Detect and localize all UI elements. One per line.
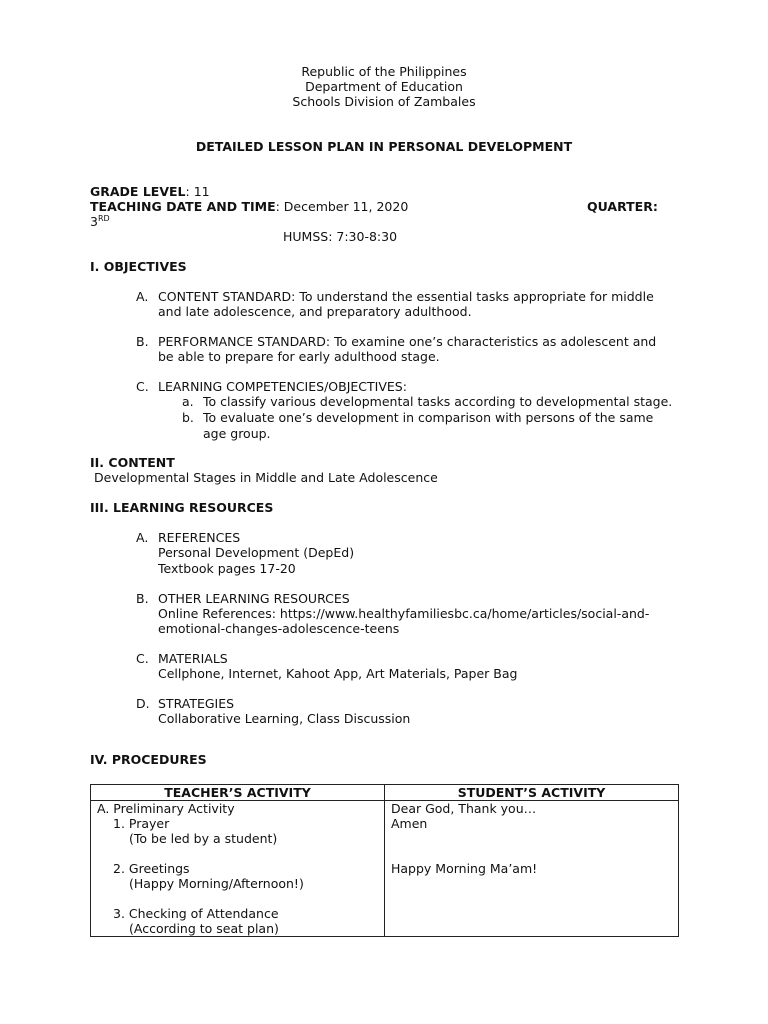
content-standard-line2: and late adolescence, and preparatory adulthood.: [158, 304, 472, 319]
resource-a-marker: A.: [136, 530, 149, 545]
content-text: Developmental Stages in Middle and Late Adolescence: [94, 470, 438, 485]
quarter-label: QUARTER:: [587, 199, 658, 214]
schedule: HUMSS: 7:30-8:30: [283, 229, 398, 244]
quarter-value: [90, 214, 110, 229]
greetings-item: 2. Greetings: [113, 861, 190, 876]
student-activity-header: STUDENT’S ACTIVITY: [385, 785, 679, 801]
student-prayer: Dear God, Thank you…: [391, 801, 537, 816]
greetings-note: (Happy Morning/Afternoon!): [129, 876, 304, 891]
quarter-suffix: RD: [97, 213, 110, 223]
sub-objective-b-line2: age group.: [203, 426, 271, 441]
objective-b-marker: B.: [136, 334, 149, 349]
grade-level: [90, 184, 210, 199]
table-header-row: [91, 785, 679, 801]
header-division: Schools Division of Zambales: [292, 94, 476, 109]
document-title: DETAILED LESSON PLAN IN PERSONAL DEVELOPMENT: [195, 139, 573, 154]
references-title: REFERENCES: [158, 530, 241, 545]
student-activity-cell: [385, 801, 679, 937]
references-line2: Textbook pages 17-20: [158, 561, 296, 576]
content-standard-line1: CONTENT STANDARD: To understand the essential tasks appropriate for middle: [158, 289, 654, 304]
objective-a-marker: A.: [136, 289, 149, 304]
strategies-title: STRATEGIES: [158, 696, 235, 711]
resource-d-marker: D.: [136, 696, 150, 711]
sub-objective-a-marker: a.: [182, 394, 194, 409]
procedures-heading: IV. PROCEDURES: [90, 752, 207, 767]
teaching-date: [90, 199, 408, 214]
materials-title: MATERIALS: [158, 651, 228, 666]
resource-c-marker: C.: [136, 651, 149, 666]
attendance-item: 3. Checking of Attendance: [113, 906, 279, 921]
other-resources-title: OTHER LEARNING RESOURCES: [158, 591, 350, 606]
performance-standard-line2: be able to prepare for early adulthood stage.: [158, 349, 440, 364]
online-references-line2: emotional-changes-adolescence-teens: [158, 621, 400, 636]
header-republic: Republic of the Philippines: [301, 64, 467, 79]
grade-level-label: GRADE LEVEL: [90, 184, 186, 199]
resources-heading: III. LEARNING RESOURCES: [90, 500, 274, 515]
attendance-note: (According to seat plan): [129, 921, 279, 936]
student-amen: Amen: [391, 816, 428, 831]
online-references-line1: Online References: https://www.healthyfamiliesbc.ca/home/articles/social-and-: [158, 606, 650, 621]
teacher-activity-cell: [91, 801, 385, 937]
quarter-number: 3: [90, 214, 98, 229]
references-line1: Personal Development (DepEd): [158, 545, 355, 560]
sub-objective-b-marker: b.: [182, 410, 194, 425]
header-department: Department of Education: [305, 79, 463, 94]
teacher-activity-header: TEACHER’S ACTIVITY: [91, 785, 385, 801]
table-row: [91, 801, 679, 937]
prayer-note: (To be led by a student): [129, 831, 278, 846]
performance-standard-line1: PERFORMANCE STANDARD: To examine one’s characteristics as adolescent and: [158, 334, 657, 349]
prayer-item: 1. Prayer: [113, 816, 170, 831]
materials-list: Cellphone, Internet, Kahoot App, Art Materials, Paper Bag: [158, 666, 518, 681]
teaching-date-value: : December 11, 2020: [275, 199, 409, 214]
sub-objective-a: To classify various developmental tasks according to developmental stage.: [203, 394, 673, 409]
grade-level-value: : 11: [185, 184, 210, 199]
strategies-list: Collaborative Learning, Class Discussion: [158, 711, 411, 726]
objectives-heading: I. OBJECTIVES: [90, 259, 187, 274]
learning-competencies: LEARNING COMPETENCIES/OBJECTIVES:: [158, 379, 407, 394]
preliminary-activity: A. Preliminary Activity: [97, 801, 235, 816]
sub-objective-b-line1: To evaluate one’s development in comparison with persons of the same: [203, 410, 654, 425]
student-greeting: Happy Morning Ma’am!: [391, 861, 538, 876]
resource-b-marker: B.: [136, 591, 149, 606]
procedures-table: [90, 784, 679, 937]
teaching-date-label: TEACHING DATE AND TIME: [90, 199, 276, 214]
objective-c-marker: C.: [136, 379, 149, 394]
content-heading: II. CONTENT: [90, 455, 175, 470]
